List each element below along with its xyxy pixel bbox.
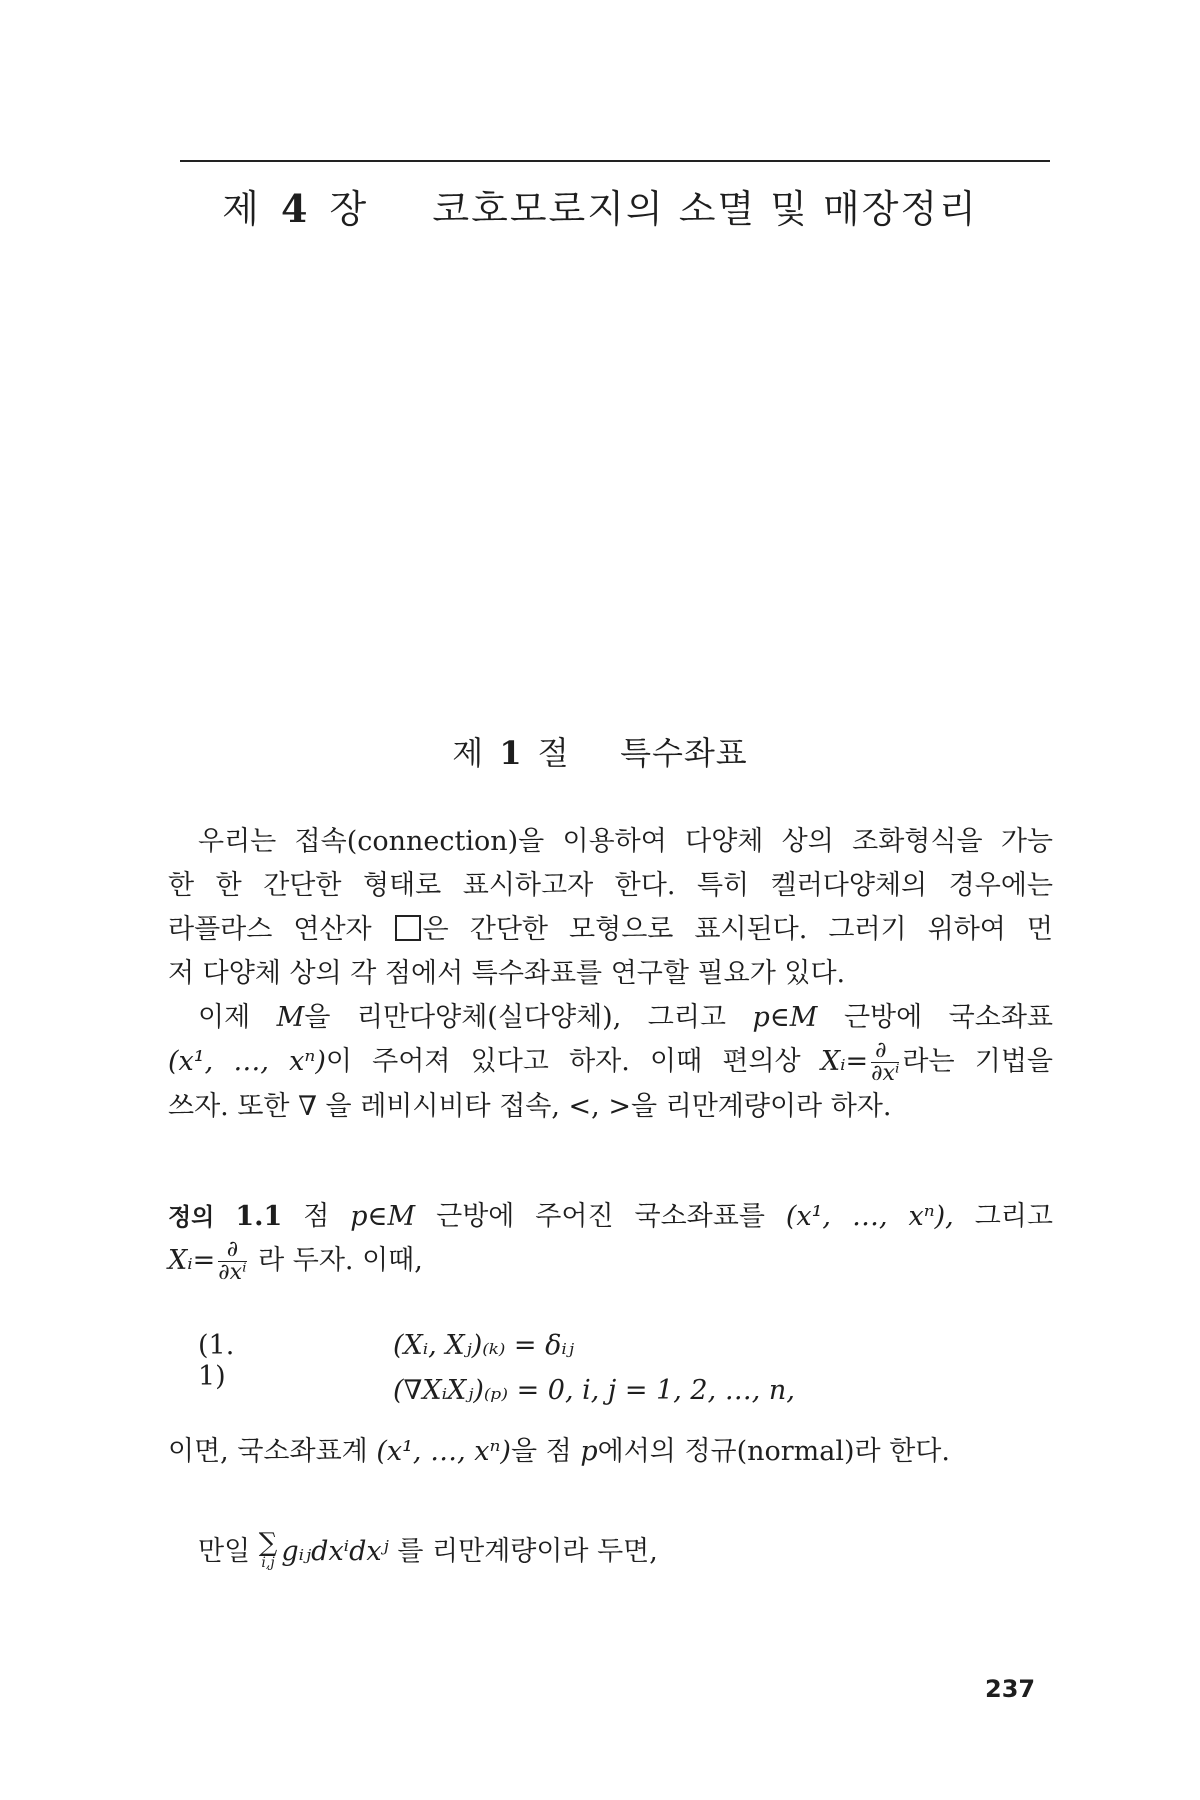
definition-label: 정의 [168, 1203, 215, 1231]
text-run: 은 간단한 모형으로 표시된다. 그러기 위하여 먼 [422, 914, 1053, 945]
fraction [871, 1040, 899, 1085]
definition-block [168, 1195, 1053, 1284]
paragraph-line [168, 1085, 1053, 1129]
text-run: 근방에 국소좌표 [843, 1002, 1054, 1033]
paragraph-line: 한 한 간단한 형태로 표시하고자 한다. 특히 켈러다양체의 경우에는 [168, 870, 1053, 901]
math-run: <, > [568, 1091, 631, 1122]
text-run: 라는 기법을 [902, 1046, 1053, 1077]
section-suffix: 절 [537, 734, 570, 772]
text-run: 를 리만계량이라 두면, [397, 1536, 658, 1567]
math-run: (x¹, …, xⁿ), [785, 1201, 954, 1232]
equation-number: (1. 1) [198, 1330, 235, 1392]
math-run: Xᵢ= [820, 1046, 869, 1077]
math-run: (x¹, …, xⁿ) [168, 1046, 326, 1077]
text-run: 라플라스 연산자 [168, 914, 372, 945]
summation-index: i,j [261, 1554, 275, 1571]
math-run: Xᵢ= [168, 1245, 216, 1276]
math-run: (x¹, …, xⁿ) [376, 1436, 511, 1467]
math-run: p∈M [752, 1002, 818, 1033]
text-run: 그리고 [974, 1201, 1053, 1232]
chapter-title [0, 178, 1200, 233]
text-run: 이면, 국소좌표계 [168, 1436, 368, 1467]
chapter-number: 4 [280, 186, 310, 231]
page-number: 237 [985, 1675, 1036, 1703]
text-run: 에서의 정규(normal)라 한다. [597, 1436, 950, 1467]
math-run: gᵢⱼdxⁱdxʲ [281, 1536, 389, 1567]
riemannian-metric-sentence [168, 1527, 1053, 1574]
paragraph-line: 우리는 접속(connection)을 이용하여 다양체 상의 조화형식을 가능 [198, 826, 1053, 857]
definition-number: 1.1 [235, 1201, 283, 1232]
definition-line [168, 1239, 1053, 1284]
text-run: 근방에 주어진 국소좌표를 [436, 1201, 765, 1232]
text-run: 을 레비시비타 접속, [325, 1091, 560, 1122]
text-run: 이 주어져 있다고 하자. 이때 편의상 [325, 1046, 801, 1077]
paragraph-line [168, 996, 1053, 1040]
top-rule [180, 160, 1050, 162]
paragraph-line [168, 1040, 1053, 1085]
text-run: 을 리만계량이라 하자. [630, 1091, 892, 1122]
paragraph-line [168, 908, 1053, 952]
equation-line: (∇XᵢXⱼ)₍ₚ₎ = 0, i, j = 1, 2, …, n, [393, 1375, 795, 1406]
section-title [0, 728, 1200, 774]
text-run: 라 두자. 이때, [258, 1245, 423, 1276]
section-number: 1 [499, 734, 523, 772]
summation-symbol: ∑ [258, 1527, 278, 1558]
chapter-title-text: 코호모로지의 소멸 및 매장정리 [432, 187, 978, 231]
text-run: 만일 [198, 1536, 251, 1567]
summation [258, 1527, 278, 1573]
chapter-prefix: 제 [222, 187, 261, 231]
text-run: 을 점 [510, 1436, 572, 1467]
paragraph-line [168, 1430, 1053, 1474]
fraction [218, 1239, 246, 1284]
nabla-symbol: ∇ [298, 1091, 317, 1122]
paragraph-line: 저 다양체 상의 각 점에서 특수좌표를 연구할 필요가 있다. [168, 958, 846, 989]
section-prefix: 제 [452, 734, 485, 772]
text-run: 쓰자. 또한 [168, 1091, 290, 1122]
text-run: 을 리만다양체(실다양체), 그리고 [304, 1002, 727, 1033]
paragraph-connection [168, 820, 1053, 1129]
definition-line [168, 1195, 1053, 1239]
math-run: p∈M [350, 1201, 416, 1232]
text-run: 점 [303, 1201, 330, 1232]
section-title-text: 특수좌표 [620, 734, 748, 772]
text-run: 이제 [198, 1002, 251, 1033]
normal-coordinates-sentence [168, 1430, 1053, 1474]
math-run: p [580, 1436, 598, 1467]
paragraph-line [168, 1527, 1053, 1574]
laplacian-box-icon [395, 915, 421, 941]
fraction-numerator: ∂ [218, 1239, 246, 1262]
fraction-numerator: ∂ [871, 1040, 899, 1063]
chapter-suffix: 장 [329, 187, 369, 231]
fraction-denominator: ∂xⁱ [218, 1260, 247, 1285]
equation-line: (Xᵢ, Xⱼ)₍ₖ₎ = δᵢⱼ [393, 1330, 574, 1361]
math-run: M [276, 1002, 305, 1033]
fraction-denominator: ∂xⁱ [871, 1061, 900, 1086]
